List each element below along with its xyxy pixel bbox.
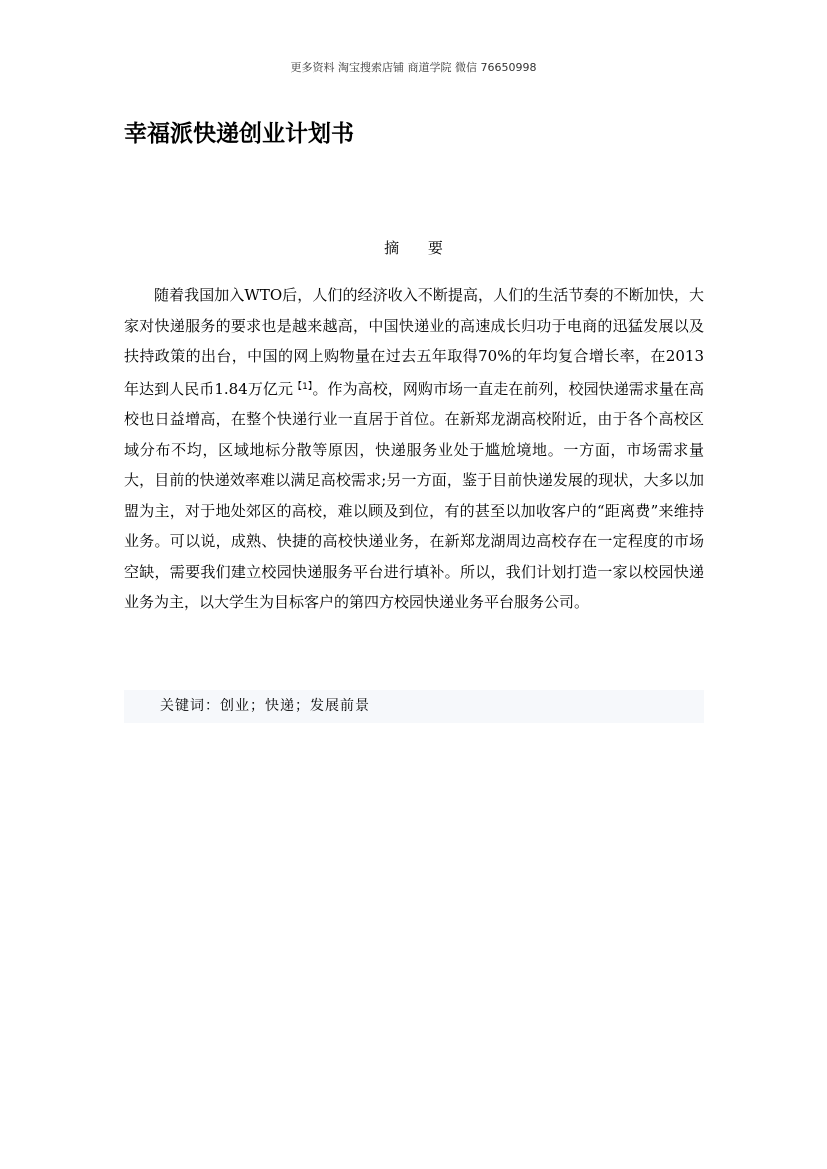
abstract-paragraph xyxy=(124,280,704,618)
document-title: 幸福派快递创业计划书 xyxy=(124,121,354,147)
page-header-note: 更多资料 淘宝搜索店铺 商道学院 微信 76650998 xyxy=(290,61,537,74)
reference-mark: 【1】 xyxy=(293,381,313,392)
abstract-text-part-1: 随着我国加入WTO后，人们的经济收入不断提高，人们的生活节奏的不断加快，大家对快递服务的要求也是越来越高，中国快递业的高速成长归功于电商的迅猛发展以及扶持政策的出台，中国的网上购物量在过去五年取得70%的年均复合增长率，在2013年达到人民币1.84万亿元 xyxy=(124,286,704,398)
keywords-line: 关键词：创业；快递；发展前景 xyxy=(124,690,704,723)
abstract-text-part-2: 。作为高校，网购市场一直走在前列，校园快递需求量在高校也日益增高，在整个快递行业一直居于首位。在新郑龙湖高校附近，由于各个高校区域分布不均，区域地标分散等原因，快递服务业处于尴尬境地。一方面，市场需求量大，目前的快递效率难以满足高校需求;另一方面，鉴于目前快递发展的现状，大多以加盟为主，对于地处郊区的高校，难以顾及到位，有的甚至以加收客户的“距离费”来维持业务。可以说，成熟、快捷的高校快递业务，在新郑龙湖周边高校存在一定程度的市场空缺，需要我们建立校园快递服务平台进行填补。所以，我们计划打造一家以校园快递业务为主，以大学生为目标客户的第四方校园快递业务平台服务公司。 xyxy=(124,379,704,611)
abstract-heading: 摘 要 xyxy=(384,239,455,257)
